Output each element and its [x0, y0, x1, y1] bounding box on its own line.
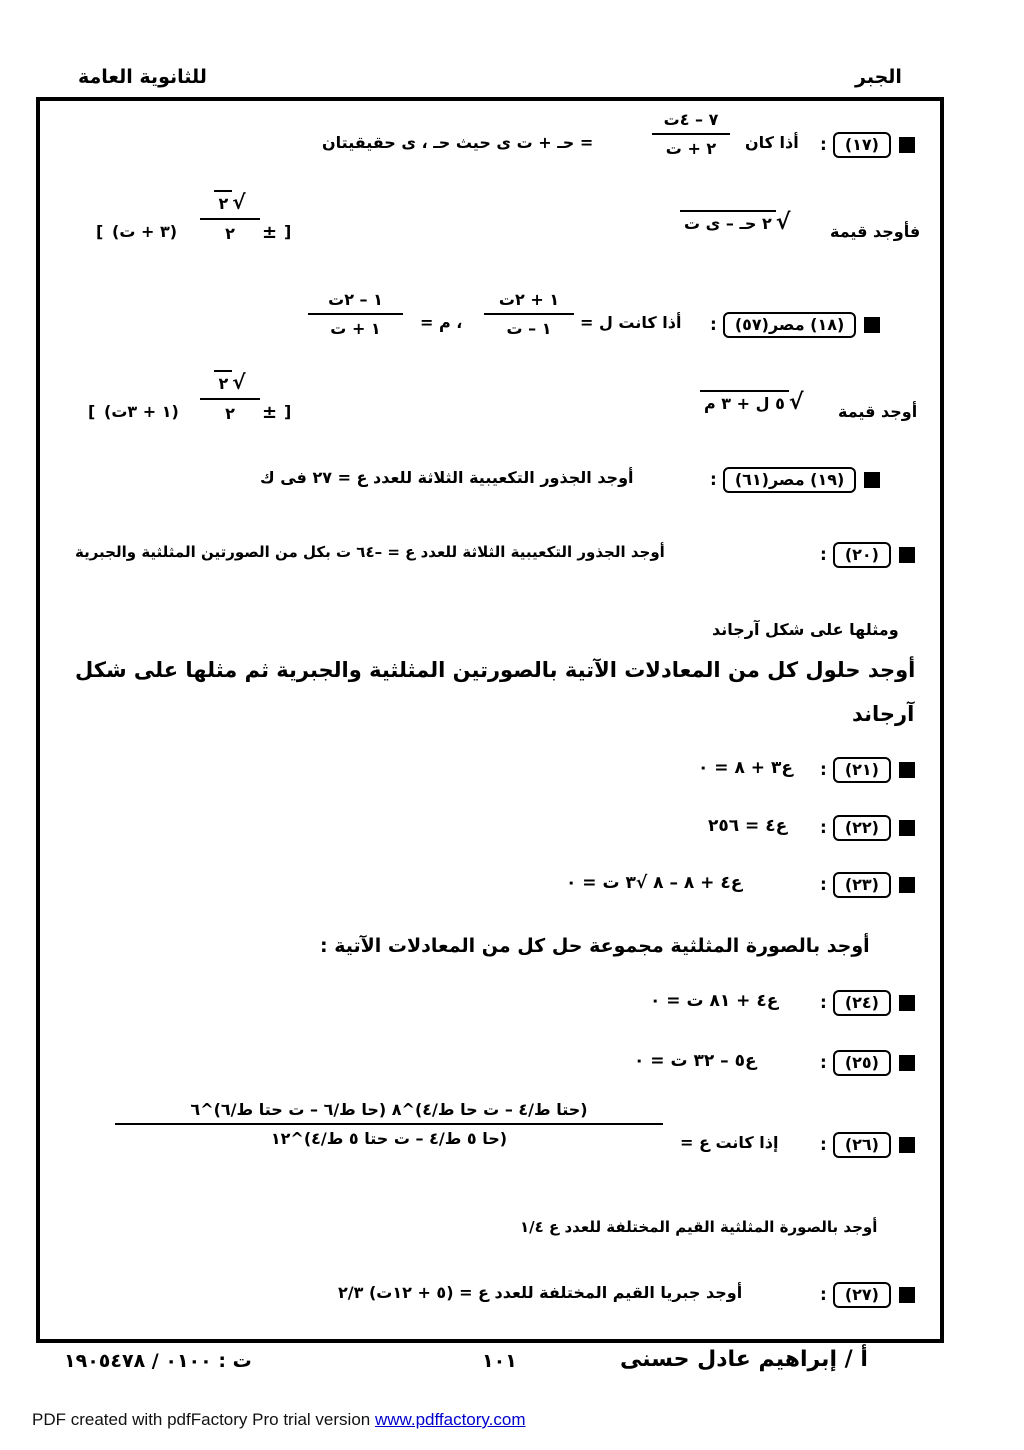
q26-fraction	[115, 1100, 663, 1148]
q17-answer-tail: (٣ + ت)	[112, 222, 178, 241]
fraction-denominator: ٢	[225, 224, 235, 243]
colon: :	[820, 993, 827, 1013]
q25-equation: ع٥ – ٣٢ ت = ٠	[634, 1051, 757, 1071]
question-number: (٢٢)	[833, 815, 891, 841]
bullet-square-icon	[899, 995, 915, 1011]
bullet-square-icon	[864, 472, 880, 488]
q17-text: أذا كان	[745, 133, 799, 152]
bullet-square-icon	[864, 317, 880, 333]
fraction-denominator: ٢ + ت	[665, 139, 717, 158]
header-subject: الجبر	[855, 66, 902, 88]
colon: :	[820, 760, 827, 780]
question-17-label	[820, 132, 915, 158]
colon: :	[820, 1285, 827, 1305]
q17-answer-open: [	[96, 222, 104, 241]
footer-phone: ت : ٠١٠٠ / ١٩٠٥٤٧٨	[64, 1350, 252, 1372]
q26-find: أوجد بالصورة المثلثية القيم المختلفة للعدد ع ١/٤	[520, 1218, 878, 1236]
colon: :	[820, 818, 827, 838]
footer-page-number: ١٠١	[482, 1350, 517, 1372]
fraction-denominator: ١ + ت	[330, 319, 381, 338]
q17-fraction	[652, 110, 730, 158]
question-number: (٢٣)	[833, 872, 891, 898]
section-1-heading-line-1: أوجد حلول كل من المعادلات الآتية بالصورتين المثلثية والجبرية ثم مثلها على شكل	[75, 658, 916, 682]
argand-note: ومثلها على شكل آرجاند	[712, 620, 899, 639]
colon: :	[820, 135, 827, 155]
q18-find-root: ٥ ل + ٣ م √	[700, 390, 804, 415]
question-24-label	[820, 990, 915, 1016]
question-number: (٢٤)	[833, 990, 891, 1016]
q18-comma-m: ، م =	[420, 313, 463, 332]
question-number: (١٩) مصر(٦١)	[723, 467, 857, 493]
question-20-label	[820, 542, 915, 568]
q17-answer-close: ]	[284, 222, 292, 241]
section-1-heading-line-2: آرجاند	[852, 702, 915, 726]
radicand: ٥ ل + ٣ م	[700, 390, 789, 413]
fraction-numerator: ٧ – ٤ت	[663, 110, 719, 129]
bullet-square-icon	[899, 1055, 915, 1071]
question-number: (٢٦)	[833, 1132, 891, 1158]
q17-rest: = حـ + ت ى حيث حـ ، ى حقيقيتان	[322, 133, 594, 152]
question-number: (١٨) مصر(٥٧)	[723, 312, 857, 338]
bullet-square-icon	[899, 547, 915, 563]
question-19-label	[710, 467, 880, 493]
q27-text: أوجد جبريا القيم المختلفة للعدد ع = (٥ + ١٢ت) ٢/٣	[338, 1283, 743, 1302]
colon: :	[710, 315, 717, 335]
page-frame	[36, 97, 944, 1343]
question-number: (٢٧)	[833, 1282, 891, 1308]
bullet-square-icon	[899, 137, 915, 153]
q18-l-fraction	[484, 290, 574, 338]
question-number: (٢٥)	[833, 1050, 891, 1076]
q21-equation: ع٣ + ٨ = ٠	[698, 758, 793, 778]
q18-answer-plus-minus: ±	[262, 402, 278, 423]
question-number: (١٧)	[833, 132, 891, 158]
pdf-banner-text: PDF created with pdfFactory Pro trial version	[32, 1410, 375, 1429]
bullet-square-icon	[899, 1287, 915, 1303]
q18-answer-open: [	[88, 402, 96, 421]
fraction-numerator: (حتا ط/٤ – ت حا ط/٤)^٨ (حا ط/٦ – ت حتا ط/٦)^٦	[190, 1100, 588, 1119]
fraction-denominator: (حا ٥ ط/٤ – ت حتا ٥ ط/٤)^١٢	[270, 1129, 508, 1148]
question-23-label	[820, 872, 915, 898]
q18-answer-close: ]	[284, 402, 292, 421]
q17-answer-fraction: ٢ √ ٢	[200, 190, 260, 243]
q24-equation: ع٤ + ٨١ ت = ٠	[650, 991, 779, 1011]
q18-answer-tail: (١ + ٣ت)	[104, 402, 179, 421]
question-21-label	[820, 757, 915, 783]
question-25-label	[820, 1050, 915, 1076]
fraction-denominator: ٢	[225, 404, 235, 423]
pdf-banner	[32, 1410, 526, 1430]
q17-find-label: فأوجد قيمة	[830, 222, 921, 241]
colon: :	[710, 470, 717, 490]
bullet-square-icon	[899, 877, 915, 893]
fraction-numerator: ١ + ٢ت	[498, 290, 560, 309]
footer-author: أ / إبراهيم عادل حسنى	[620, 1347, 868, 1372]
question-number: (٢٠)	[833, 542, 891, 568]
section-2-heading: أوجد بالصورة المثلثية مجموعة حل كل من المعادلات الآتية :	[320, 935, 870, 957]
q18-answer-fraction: ٢ √ ٢	[200, 370, 260, 423]
q18-m-fraction	[308, 290, 403, 338]
radicand: ٢	[214, 190, 232, 213]
header-school-level: للثانوية العامة	[78, 66, 207, 88]
colon: :	[820, 1053, 827, 1073]
q17-find-root: ٢ حـ – ى ت √	[680, 210, 790, 235]
radicand: ٢ حـ – ى ت	[680, 210, 776, 233]
q23-equation: ع٤ + ٨ – ٨ √٣ ت = ٠	[566, 873, 743, 893]
q19-text: أوجد الجذور التكعيبية الثلاثة للعدد ع = ٢٧ فى ك	[260, 468, 634, 487]
q26-text: إذا كانت ع =	[680, 1133, 779, 1152]
question-18-label	[710, 312, 880, 338]
q22-equation: ع٤ = ٢٥٦	[708, 816, 788, 836]
q20-text: أوجد الجذور التكعيبية الثلاثة للعدد ع = –٦٤ ت بكل من الصورتين المثلثية والجبرية	[75, 543, 665, 561]
colon: :	[820, 875, 827, 895]
question-27-label	[820, 1282, 915, 1308]
bullet-square-icon	[899, 820, 915, 836]
question-22-label	[820, 815, 915, 841]
question-26-label	[820, 1132, 915, 1158]
colon: :	[820, 545, 827, 565]
radicand: ٢	[214, 370, 232, 393]
q18-find-label: أوجد قيمة	[838, 402, 918, 421]
fraction-numerator: ١ – ٢ت	[328, 290, 383, 309]
q18-text: أذا كانت ل =	[580, 313, 682, 332]
question-number: (٢١)	[833, 757, 891, 783]
bullet-square-icon	[899, 1137, 915, 1153]
pdf-banner-link[interactable]: www.pdffactory.com	[374, 1410, 526, 1429]
colon: :	[820, 1135, 827, 1155]
fraction-denominator: ١ – ت	[506, 319, 552, 338]
q17-answer-plus-minus: ±	[262, 222, 278, 243]
bullet-square-icon	[899, 762, 915, 778]
